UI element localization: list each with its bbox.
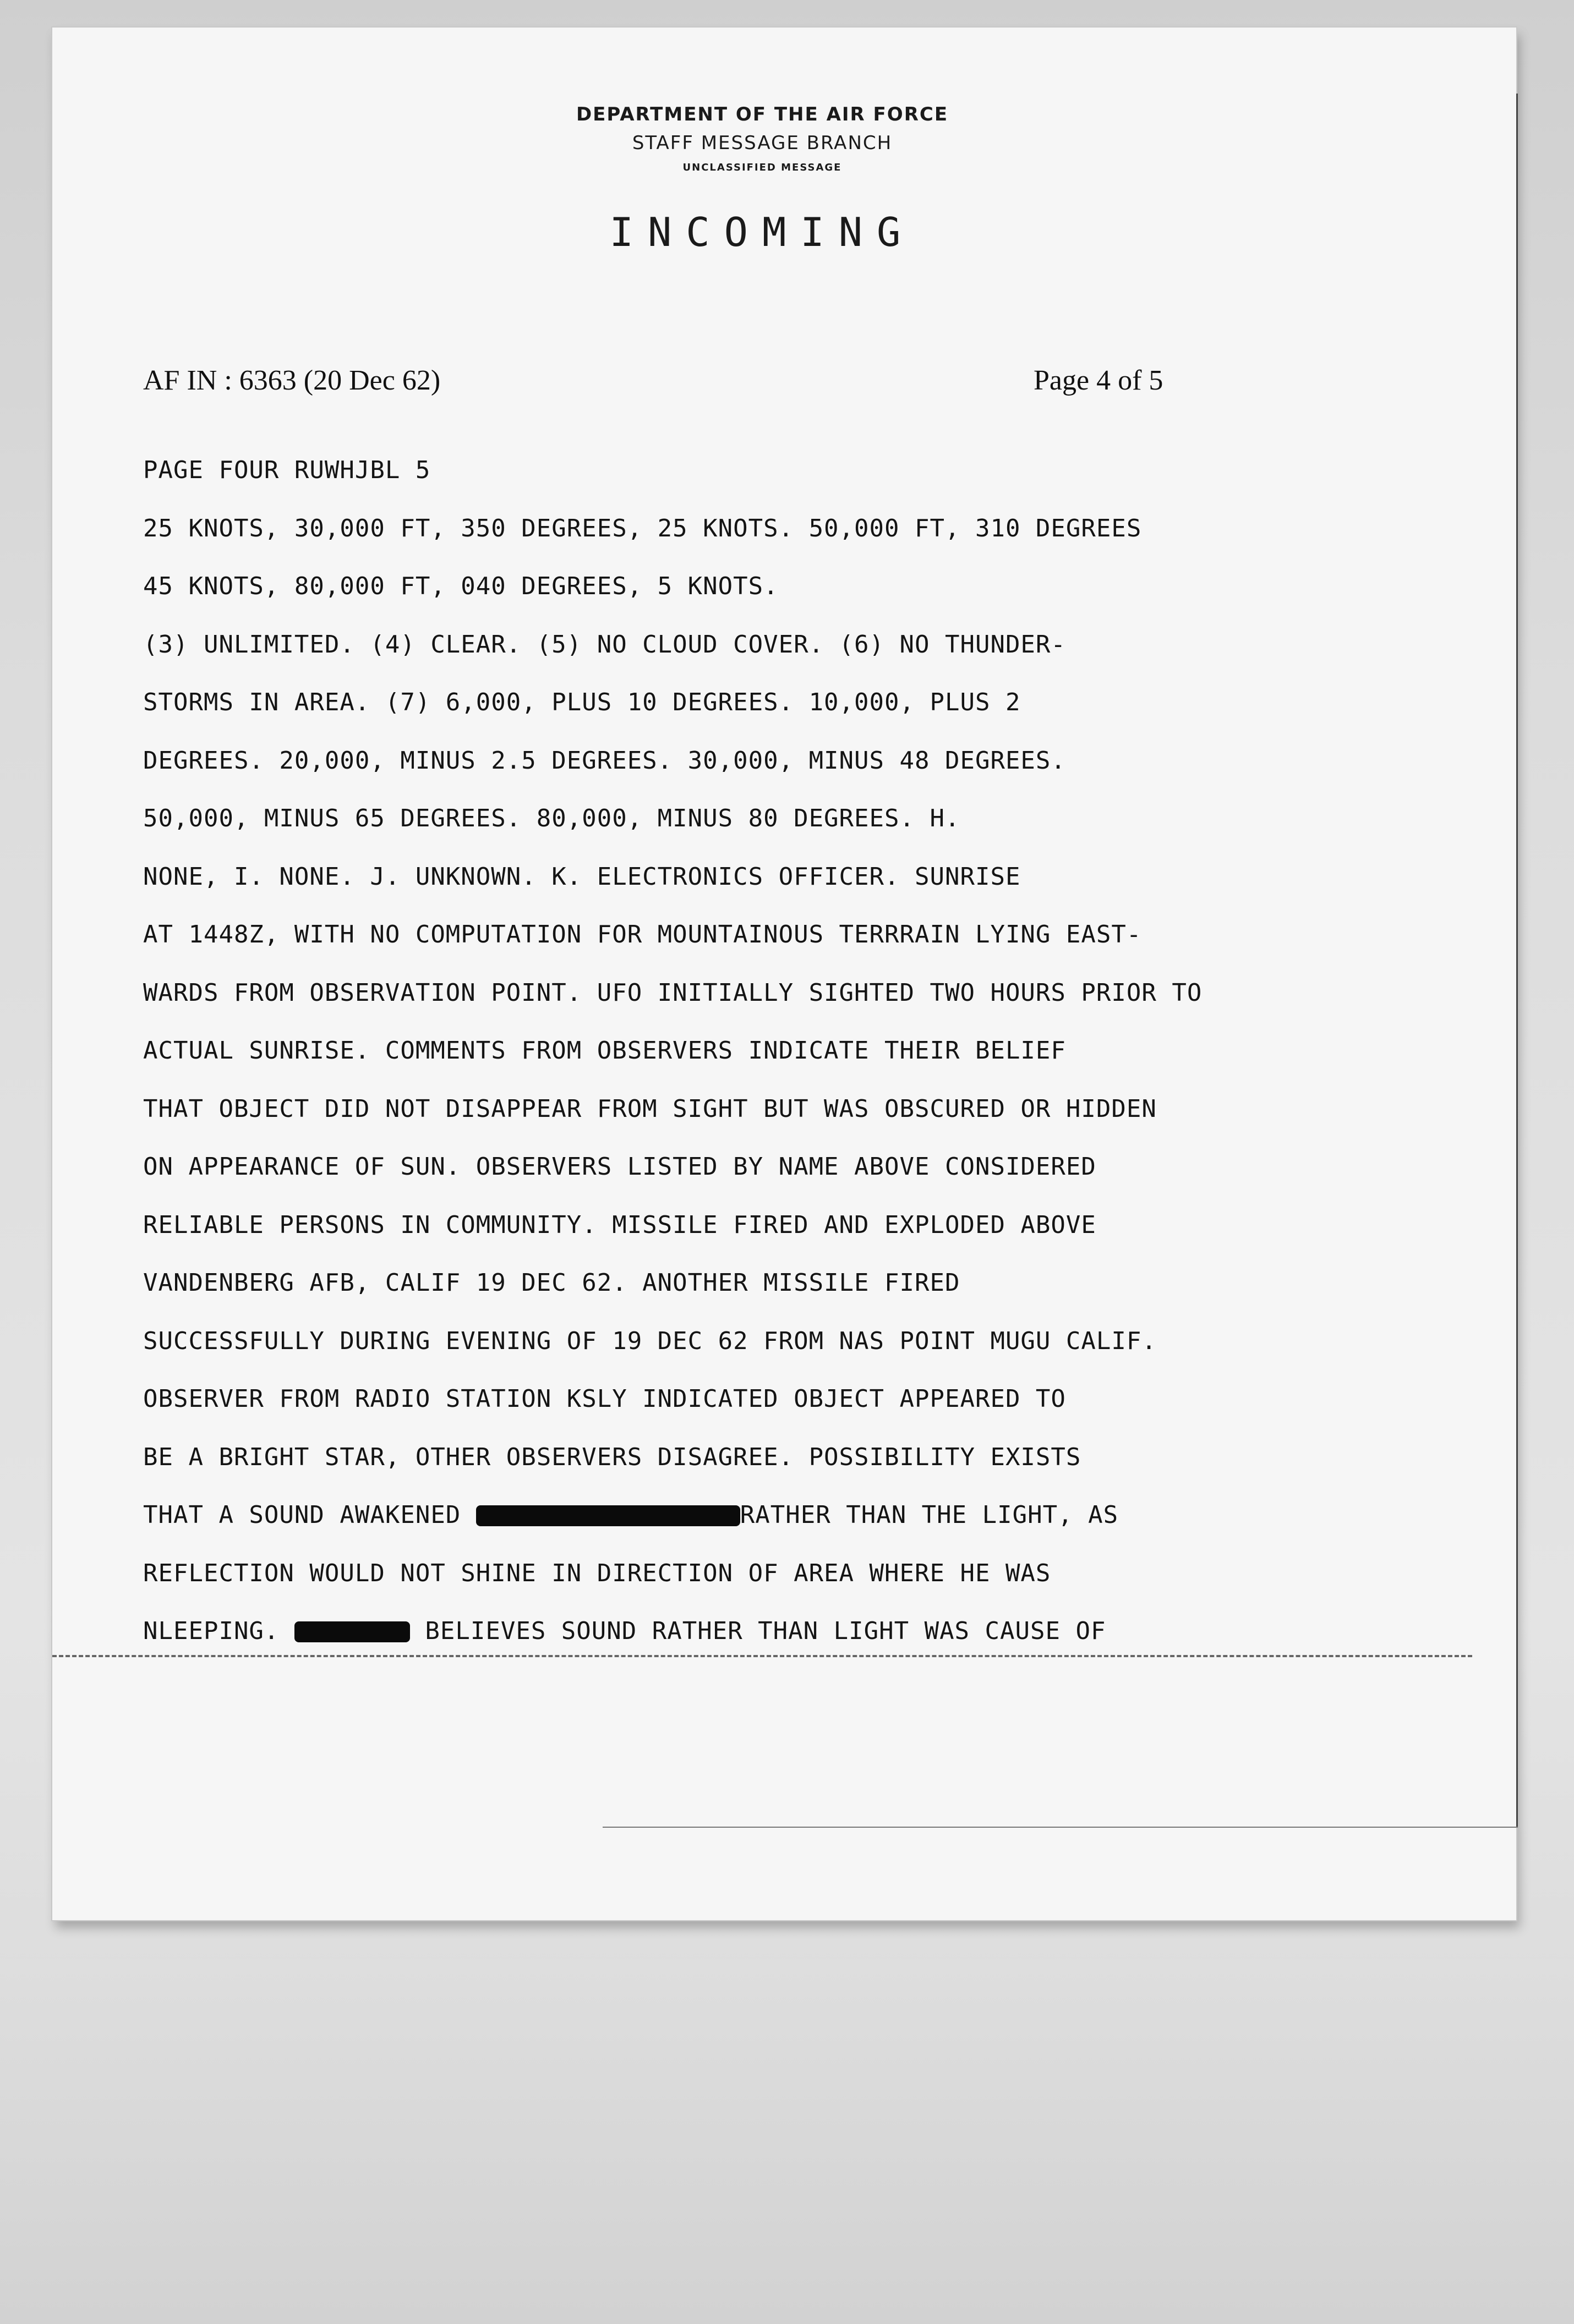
message-line bbox=[143, 1486, 1202, 1544]
redaction-bar bbox=[294, 1621, 410, 1642]
page-title: INCOMING bbox=[609, 209, 915, 255]
message-line: STORMS IN AREA. (7) 6,000, PLUS 10 DEGREES. 10,000, PLUS 2 bbox=[143, 688, 1021, 716]
message-line: OBSERVER FROM RADIO STATION KSLY INDICATED OBJECT APPEARED TO bbox=[143, 1385, 1066, 1413]
message-line: DEGREES. 20,000, MINUS 2.5 DEGREES. 30,000, MINUS 48 DEGREES. bbox=[143, 746, 1066, 775]
sheet-edge-rule bbox=[1516, 94, 1518, 1827]
message-line: REFLECTION WOULD NOT SHINE IN DIRECTION OF AREA WHERE HE WAS bbox=[143, 1559, 1051, 1587]
message-line: ACTUAL SUNRISE. COMMENTS FROM OBSERVERS INDICATE THEIR BELIEF bbox=[143, 1037, 1066, 1065]
sheet-bottom-rule bbox=[603, 1827, 1518, 1828]
message-line: 25 KNOTS, 30,000 FT, 350 DEGREES, 25 KNOTS. 50,000 FT, 310 DEGREES bbox=[143, 514, 1142, 542]
message-line: (3) UNLIMITED. (4) CLEAR. (5) NO CLOUD COVER. (6) NO THUNDER- bbox=[143, 630, 1066, 659]
message-line: BE A BRIGHT STAR, OTHER OBSERVERS DISAGREE. POSSIBILITY EXISTS bbox=[143, 1443, 1081, 1471]
message-line: WARDS FROM OBSERVATION POINT. UFO INITIALLY SIGHTED TWO HOURS PRIOR TO bbox=[143, 978, 1203, 1007]
line-text: RATHER THAN THE LIGHT, AS bbox=[740, 1501, 1119, 1529]
branch-heading: STAFF MESSAGE BRANCH bbox=[632, 132, 893, 154]
message-line: 45 KNOTS, 80,000 FT, 040 DEGREES, 5 KNOTS. bbox=[143, 572, 779, 600]
message-line: ON APPEARANCE OF SUN. OBSERVERS LISTED BY NAME ABOVE CONSIDERED bbox=[143, 1153, 1096, 1181]
photo-backdrop-lower bbox=[0, 1959, 1574, 2324]
message-reference: AF IN : 6363 (20 Dec 62) bbox=[143, 365, 441, 396]
line-text: BELIEVES SOUND RATHER THAN LIGHT WAS CAUSE OF bbox=[409, 1617, 1106, 1645]
message-line: NONE, I. NONE. J. UNKNOWN. K. ELECTRONICS OFFICER. SUNRISE bbox=[143, 862, 1021, 891]
teletype-sheet bbox=[52, 28, 1516, 1920]
message-line: RELIABLE PERSONS IN COMMUNITY. MISSILE FIRED AND EXPLODED ABOVE bbox=[143, 1210, 1096, 1239]
classification-label: UNCLASSIFIED MESSAGE bbox=[682, 162, 842, 173]
page-number: Page 4 of 5 bbox=[1034, 365, 1163, 396]
line-text: THAT A SOUND AWAKENED bbox=[143, 1501, 476, 1529]
message-line: THAT OBJECT DID NOT DISAPPEAR FROM SIGHT BUT WAS OBSCURED OR HIDDEN bbox=[143, 1094, 1157, 1123]
message-body bbox=[143, 441, 1202, 1660]
line-text: NLEEPING. bbox=[143, 1617, 294, 1645]
message-line: SUCCESSFULLY DURING EVENING OF 19 DEC 62 FROM NAS POINT MUGU CALIF. bbox=[143, 1327, 1157, 1355]
message-line: AT 1448Z, WITH NO COMPUTATION FOR MOUNTAINOUS TERRRAIN LYING EAST- bbox=[143, 920, 1142, 949]
message-line: VANDENBERG AFB, CALIF 19 DEC 62. ANOTHER MISSILE FIRED bbox=[143, 1269, 960, 1297]
message-line: 50,000, MINUS 65 DEGREES. 80,000, MINUS 80 DEGREES. H. bbox=[143, 804, 960, 832]
message-line bbox=[143, 1602, 1202, 1660]
message-line: PAGE FOUR RUWHJBL 5 bbox=[143, 456, 431, 484]
department-heading: DEPARTMENT OF THE AIR FORCE bbox=[576, 103, 949, 125]
redaction-bar bbox=[476, 1505, 740, 1526]
